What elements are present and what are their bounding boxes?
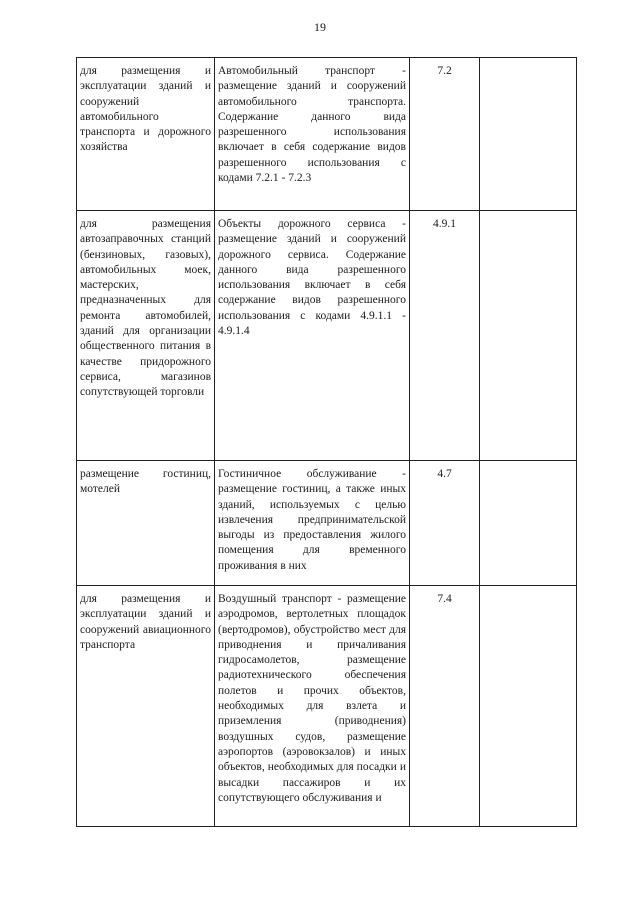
note-cell — [480, 58, 577, 211]
code-cell: 4.7 — [410, 461, 480, 586]
purpose-cell: для размещения и эксплуатации зданий и сооружений авиационного транспорта — [77, 586, 215, 827]
note-cell — [480, 211, 577, 461]
note-cell — [480, 586, 577, 827]
purpose-cell: для размещения автозаправочных станций (бензиновых, газовых), автомобильных моек, мастерских, предназначенных для ремонта автомобилей, зданий для организации общественного питания в качестве придорожного сервиса, магазинов сопутствующей торговли — [77, 211, 215, 461]
description-cell: Объекты дорожного сервиса - размещение зданий и сооружений дорожного сервиса. Содержание данного вида разрешенного использования включает в себя содержание видов разрешенного использования с кодами 4.9.1.1 - 4.9.1.4 — [215, 211, 410, 461]
code-cell: 7.4 — [410, 586, 480, 827]
table-row — [77, 586, 577, 827]
description-cell: Гостиничное обслуживание - размещение гостиниц, а также иных зданий, используемых с целью извлечения предпринимательской выгоды из предоставления жилого помещения для временного проживания в них — [215, 461, 410, 586]
table-row — [77, 58, 577, 211]
purpose-cell: для размещения и эксплуатации зданий и сооружений автомобильного транспорта и дорожного хозяйства — [77, 58, 215, 211]
page-number: 19 — [314, 20, 326, 34]
land-use-table — [76, 57, 577, 827]
table-row — [77, 461, 577, 586]
table-row — [77, 211, 577, 461]
description-cell: Воздушный транспорт - размещение аэродромов, вертолетных площадок (вертодромов), обустройство мест для приводнения и причаливания гидросамолетов, размещение радиотехнического обеспечения полетов и прочих объектов, необходимых для взлета и приземления (приводнения) воздушных судов, размещение аэропортов (аэровокзалов) и иных объектов, необходимых для посадки и высадки пассажиров и их сопутствующего обслуживания и — [215, 586, 410, 827]
code-cell: 7.2 — [410, 58, 480, 211]
note-cell — [480, 461, 577, 586]
code-cell: 4.9.1 — [410, 211, 480, 461]
description-cell: Автомобильный транспорт - размещение зданий и сооружений автомобильного транспорта. Содержание данного вида разрешенного использования включает в себя содержание видов разрешенного использования с кодами 7.2.1 - 7.2.3 — [215, 58, 410, 211]
purpose-cell: размещение гостиниц, мотелей — [77, 461, 215, 586]
